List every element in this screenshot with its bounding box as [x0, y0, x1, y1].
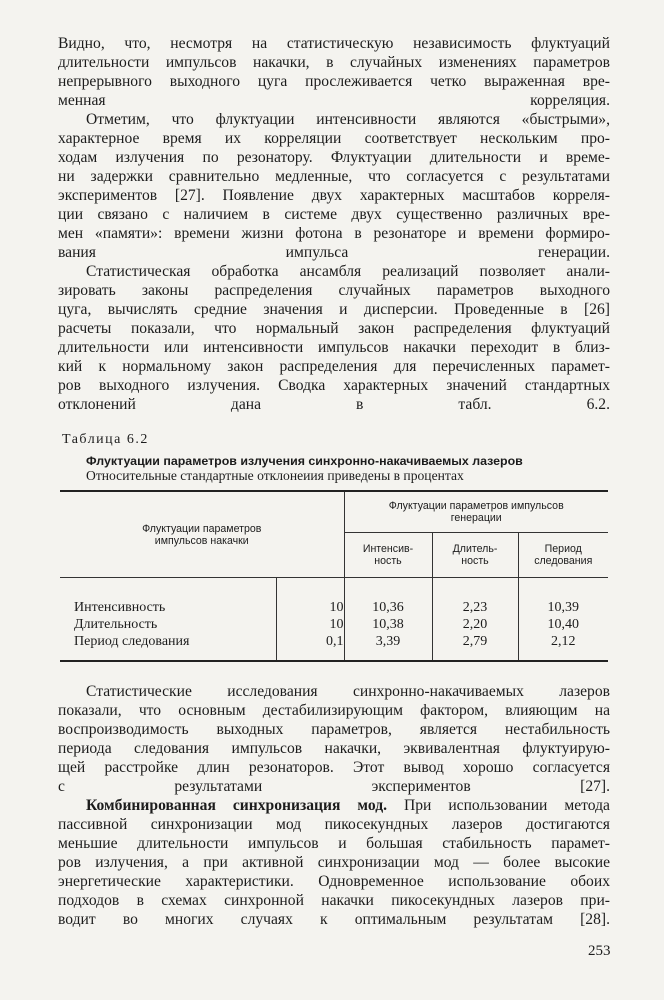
- text-line: Статистические исследования синхронно-накачиваемых лазеров: [86, 683, 610, 700]
- text-line: водит во многих случаях к оптимальным результатам [28].: [58, 911, 610, 928]
- text-line: периода следования импульсов накачки, эквивалентная флуктуирую-: [58, 740, 610, 757]
- text-line: кий к нормальному закон распределения для перечисленных парамет-: [58, 358, 610, 375]
- row-label: Интенсивность: [74, 600, 166, 615]
- text-line: меньшие длительности импульсов и большая стабильность парамет-: [58, 835, 610, 852]
- text-line: зировать законы распределения случайных параметров выходного: [58, 282, 610, 299]
- text-line: пассивной синхронизации мод пикосекундных лазеров достигаются: [58, 816, 610, 833]
- text-line: энергетические характеристики. Одновременное использование обоих: [58, 873, 610, 890]
- text-line: Видно, что, несмотря на статистическую независимость флуктуаций: [58, 35, 610, 52]
- sub-header: Длитель- ность: [432, 533, 518, 578]
- text-line: Статистическая обработка ансамбля реализаций позволяет анали-: [86, 263, 610, 280]
- paragraph-5: [58, 796, 610, 929]
- text-line: характерное время их корреляции соответствует нескольким про-: [58, 130, 610, 147]
- text-line: показали, что основным дестабилизирующим фактором, влияющим на: [58, 702, 610, 719]
- paragraph-3: [58, 262, 610, 414]
- row-value: 10: [276, 616, 344, 634]
- text-line: длительности импульсов накачки, в случайных изменениях параметров: [58, 54, 610, 71]
- row-label: Длительность: [74, 617, 158, 632]
- text-line: [58, 796, 610, 815]
- sub-header: Период следования: [518, 533, 608, 578]
- group-header: Флуктуации параметров импульсов генерации: [344, 491, 608, 533]
- table-cell: 10,39: [518, 578, 608, 617]
- text-line: щей расстройке длин резонаторов. Этот вывод хорошо согласуется: [58, 759, 610, 776]
- page-number: 253: [588, 943, 611, 959]
- text-line: ров выходного излучения. Сводка характерных значений стандартных: [58, 377, 610, 394]
- text-line: экспериментов [27]. Появление двух характерных масштабов корреля-: [58, 187, 610, 204]
- row-value: 10: [276, 578, 344, 617]
- text-line: ходам излучения по резонатору. Флуктуации длительности и време-: [58, 149, 610, 166]
- sub-header: Интенсив- ность: [344, 533, 432, 578]
- text-line: расчеты показали, что нормальный закон распределения флуктуаций: [58, 320, 610, 337]
- text-line: отклонений дана в табл. 6.2.: [58, 396, 610, 413]
- paragraph-1: [58, 34, 610, 110]
- text-line: подходов в схемах синхронной накачки пикосекундных лазеров при-: [58, 892, 610, 909]
- text-line: цуга, вычислять средние значения и дисперсии. Проведенные в [26]: [58, 301, 610, 318]
- text-line: ров излучения, а при активной синхронизации мод — более высокие: [58, 854, 610, 871]
- table-cell: 10,40: [518, 616, 608, 634]
- table-caption: Таблица 6.2: [62, 432, 149, 447]
- text-line: с результатами экспериментов [27].: [58, 778, 610, 795]
- row-label: Период следования: [74, 634, 190, 649]
- text-line: вания импульса генерации.: [58, 244, 610, 261]
- section-heading: Комбинированная синхронизация мод.: [86, 797, 387, 814]
- table-cell: 2,79: [432, 634, 518, 661]
- left-header: Флуктуации параметров импульсов накачки: [142, 522, 262, 547]
- table-cell: 10,38: [344, 616, 432, 634]
- page-body: [58, 34, 610, 929]
- table-cell: 3,39: [344, 634, 432, 661]
- table-note: Относительные стандартные отклонеиия приведены в процентах: [86, 468, 464, 483]
- table-cell: 2,12: [518, 634, 608, 661]
- data-table: [60, 490, 608, 662]
- text-line: мен «памяти»: времени жизни фотона в резонаторе и времени формиро-: [58, 225, 610, 242]
- text-line: ни задержки сравнительно медленные, что согласуется с результатами: [58, 168, 610, 185]
- table-title: Флуктуации параметров излучения синхронно-накачиваемых лазеров: [86, 454, 523, 468]
- text-line: ции связано с наличием в системе двух существенно различных вре-: [58, 206, 610, 223]
- text-line: менная корреляция.: [58, 92, 610, 109]
- text-line: длительности или интенсивности импульсов накачки переходит в близ-: [58, 339, 610, 356]
- row-value: 0,1: [276, 634, 344, 661]
- section-first-line: При использовании метода: [403, 797, 610, 814]
- text-line: Отметим, что флуктуации интенсивности являются «быстрыми»,: [86, 111, 610, 128]
- text-line: воспроизводимость выходных параметров, является нестабильность: [58, 721, 610, 738]
- paragraph-2: [58, 110, 610, 262]
- text-line: непрерывного выходного цуга прослеживается четко выраженная вре-: [58, 73, 610, 90]
- table-cell: 10,36: [344, 578, 432, 617]
- table-cell: 2,23: [432, 578, 518, 617]
- table-cell: 2,20: [432, 616, 518, 634]
- paragraph-4: [58, 682, 610, 796]
